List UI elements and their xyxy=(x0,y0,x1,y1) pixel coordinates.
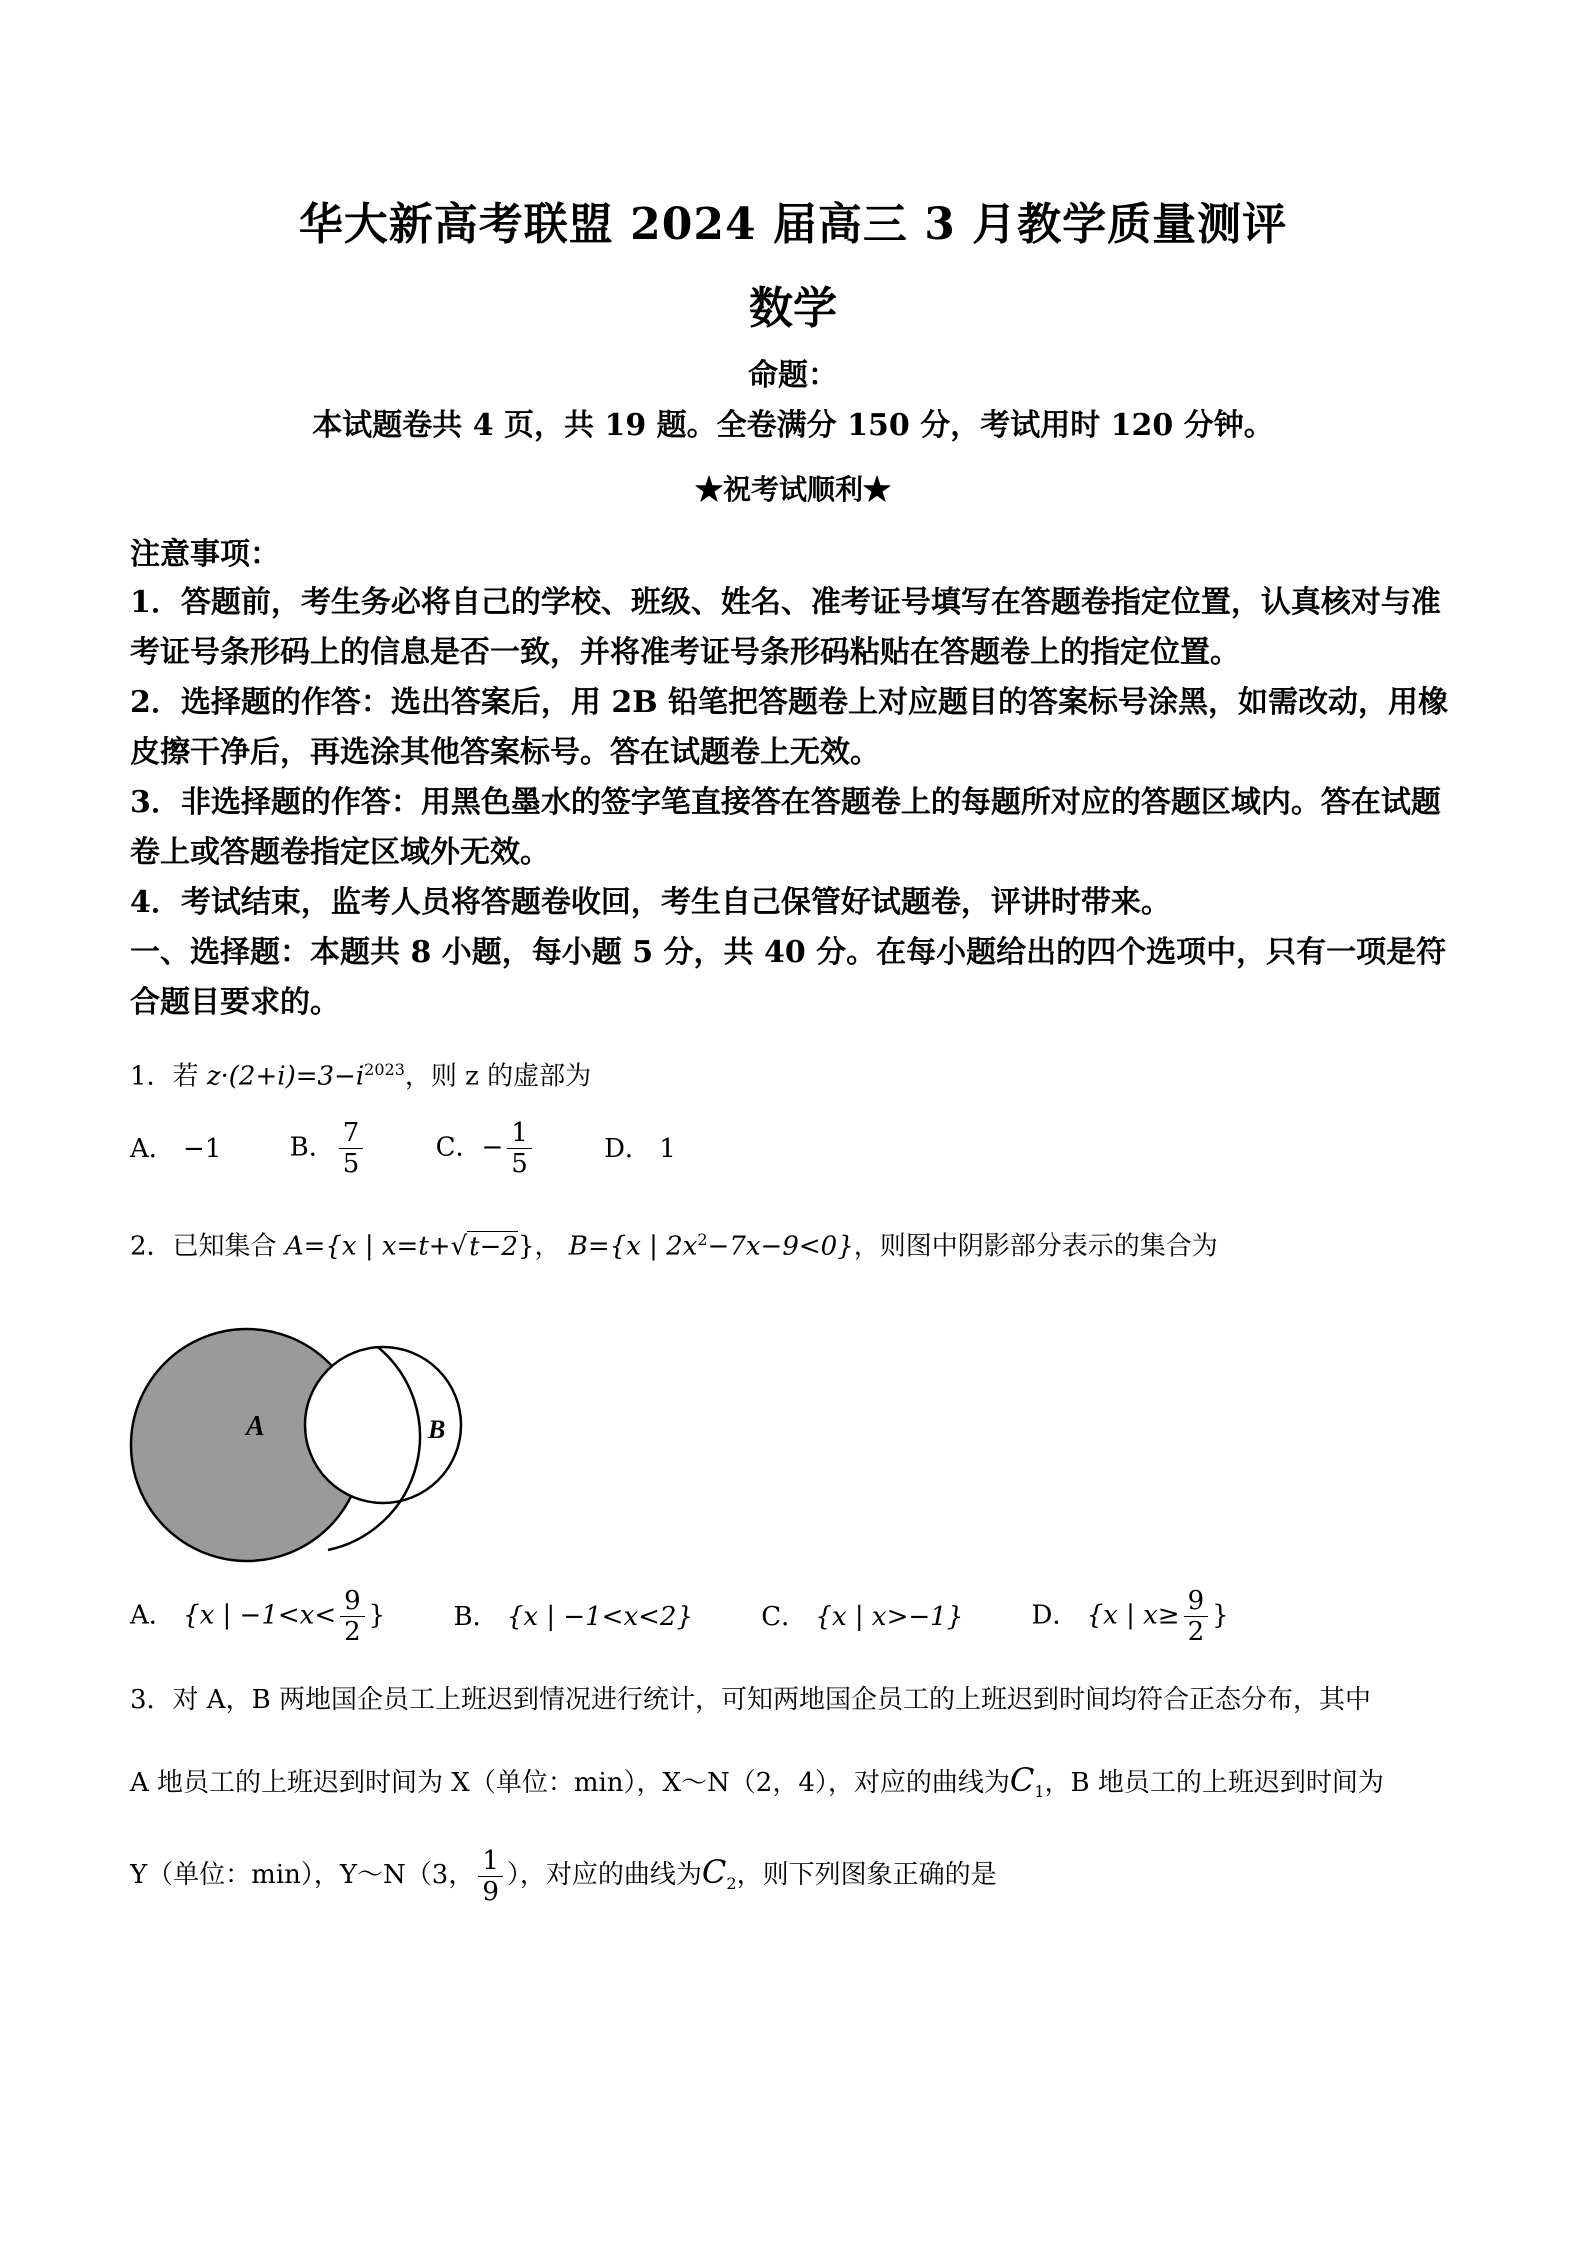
set-b-expr: B={x | 2x xyxy=(568,1231,698,1262)
option-label: A． xyxy=(130,1600,175,1631)
exponent: 2 xyxy=(697,1230,708,1249)
numerator: 7 xyxy=(339,1118,364,1149)
fraction xyxy=(507,1118,532,1179)
subject-title: 数学 xyxy=(749,283,837,334)
option-label: D． xyxy=(1031,1600,1079,1631)
curve-name: C xyxy=(1009,1761,1035,1799)
curve-name: C xyxy=(701,1853,727,1892)
set-a-expr: A={x | x=t+ xyxy=(284,1231,451,1262)
option-label: D． xyxy=(604,1133,651,1164)
numerator: 1 xyxy=(478,1846,503,1877)
option-b xyxy=(290,1118,368,1179)
option-expr: {x | −1<x< xyxy=(183,1600,337,1631)
exam-title: 华大新高考联盟 2024 届高三 3 月教学质量测评 xyxy=(298,199,1288,250)
option-close: } xyxy=(368,1600,386,1631)
stem-line xyxy=(130,1740,1470,1832)
stem-text: ，则 z 的虚部为 xyxy=(404,1061,592,1092)
separator: ， xyxy=(534,1231,561,1262)
venn-diagram xyxy=(128,1320,488,1570)
option-label: B． xyxy=(453,1601,499,1632)
notice-list xyxy=(130,578,1460,928)
option-b xyxy=(453,1597,693,1637)
option-label: C． xyxy=(761,1601,808,1632)
question-number: 2． xyxy=(130,1231,173,1262)
notice-item: 1．答题前，考生务必将自己的学校、班级、姓名、准考证号填写在答题卷指定位置，认真核对与准考证号条形码上的信息是否一致，并将准考证号条形码粘贴在答题卷上的指定位置。 xyxy=(130,585,1441,670)
minus-sign: − xyxy=(481,1132,504,1163)
question-1-stem xyxy=(130,1050,1470,1097)
stem-text: ，B 地员工的上班迟到时间为 xyxy=(1044,1768,1384,1798)
option-label: A． xyxy=(130,1133,175,1164)
stem-text: 已知集合 xyxy=(172,1231,277,1262)
venn-label-b: B xyxy=(428,1415,446,1444)
question-2-stem: 2．已知集合 A={x | x=t+√t−2}， B={x | $2x^2-7x-9<0$}，则图中阴影部分表示的集合为 xyxy=(130,1230,1218,1262)
option-a xyxy=(130,1129,221,1169)
subscript: 1 xyxy=(1034,1782,1045,1802)
venn-label-a: A xyxy=(246,1411,265,1442)
fraction xyxy=(478,1846,503,1907)
stem-text: ），对应的曲线为 xyxy=(506,1860,702,1891)
denominator: 2 xyxy=(344,1617,361,1647)
option-d xyxy=(604,1129,676,1169)
stem-text: Y（单位：min），Y～N（3， xyxy=(130,1860,475,1891)
question-number: 1． xyxy=(130,1061,173,1092)
notice-item: 3．非选择题的作答：用黑色墨水的签字笔直接答在答题卷上的每题所对应的答题区域内。答在试题卷上或答题卷指定区域外无效。 xyxy=(130,785,1441,870)
fraction xyxy=(340,1586,365,1647)
option-c xyxy=(761,1597,963,1637)
subscript: 2 xyxy=(726,1874,737,1894)
stem-line xyxy=(130,1832,1470,1924)
option-a xyxy=(130,1586,385,1647)
question-2-options xyxy=(130,1586,1470,1647)
fraction xyxy=(339,1118,364,1179)
exam-info: 本试题卷共 4 页，共 19 题。全卷满分 150 分，考试用时 120 分钟。 xyxy=(312,408,1274,443)
denominator: 5 xyxy=(511,1149,528,1179)
stem-text: ，则下列图象正确的是 xyxy=(736,1860,997,1891)
option-c xyxy=(436,1118,536,1179)
notice-item: 2．选择题的作答：选出答案后，用 2B 铅笔把答题卷上对应题目的答案标号涂黑，如需改动，用橡皮擦干净后，再选涂其他答案标号。答在试题卷上无效。 xyxy=(130,685,1448,770)
set-a-close: } xyxy=(517,1231,535,1262)
denominator: 5 xyxy=(342,1149,360,1179)
radicand: t−2 xyxy=(469,1231,518,1262)
section-heading: 一、选择题：本题共 8 小题，每小题 5 分，共 40 分。在每小题给出的四个选项中，只有一项是符合题目要求的。 xyxy=(130,935,1447,1020)
numerator: 9 xyxy=(1184,1586,1209,1617)
set-b-expr-tail: −7x−9<0} xyxy=(707,1231,854,1262)
notice-item: 4．考试结束，监考人员将答题卷收回，考生自己保管好试题卷，评讲时带来。 xyxy=(130,885,1171,920)
notice-heading: 注意事项： xyxy=(130,537,280,572)
option-d xyxy=(1032,1586,1229,1647)
option-close: } xyxy=(1212,1600,1229,1631)
stem-text: A 地员工的上班迟到时间为 X（单位：min），X～N（2，4），对应的曲线为 xyxy=(130,1768,1010,1798)
option-expr: {x | x≥ xyxy=(1086,1600,1180,1631)
option-value: 1 xyxy=(659,1133,676,1164)
option-label: C． xyxy=(435,1132,482,1163)
stem-line: 3．对 A，B 两地国企员工上班迟到情况进行统计，可知两地国企员工的上班迟到时间均符合正态分布，其中 xyxy=(130,1685,1371,1715)
good-luck-line: ★祝考试顺利★ xyxy=(694,473,891,506)
question-1-options xyxy=(130,1118,1470,1179)
stem-text: 若 xyxy=(172,1061,199,1092)
equation: z·(2+i)=3−i xyxy=(206,1061,365,1092)
fraction xyxy=(1184,1586,1209,1647)
option-expr: {x | x>−1} xyxy=(815,1601,964,1632)
denominator: 2 xyxy=(1187,1617,1205,1647)
option-label: B． xyxy=(289,1132,335,1163)
stem-text: ，则图中阴影部分表示的集合为 xyxy=(853,1231,1218,1262)
denominator: 9 xyxy=(482,1876,499,1907)
exponent: 2023 xyxy=(364,1060,405,1079)
numerator: 9 xyxy=(340,1586,365,1617)
author-label: 命题： xyxy=(748,358,838,393)
option-expr: {x | −1<x<2} xyxy=(506,1601,693,1632)
numerator: 1 xyxy=(507,1118,532,1149)
option-value: −1 xyxy=(183,1133,222,1164)
question-3-stem xyxy=(130,1660,1470,1924)
